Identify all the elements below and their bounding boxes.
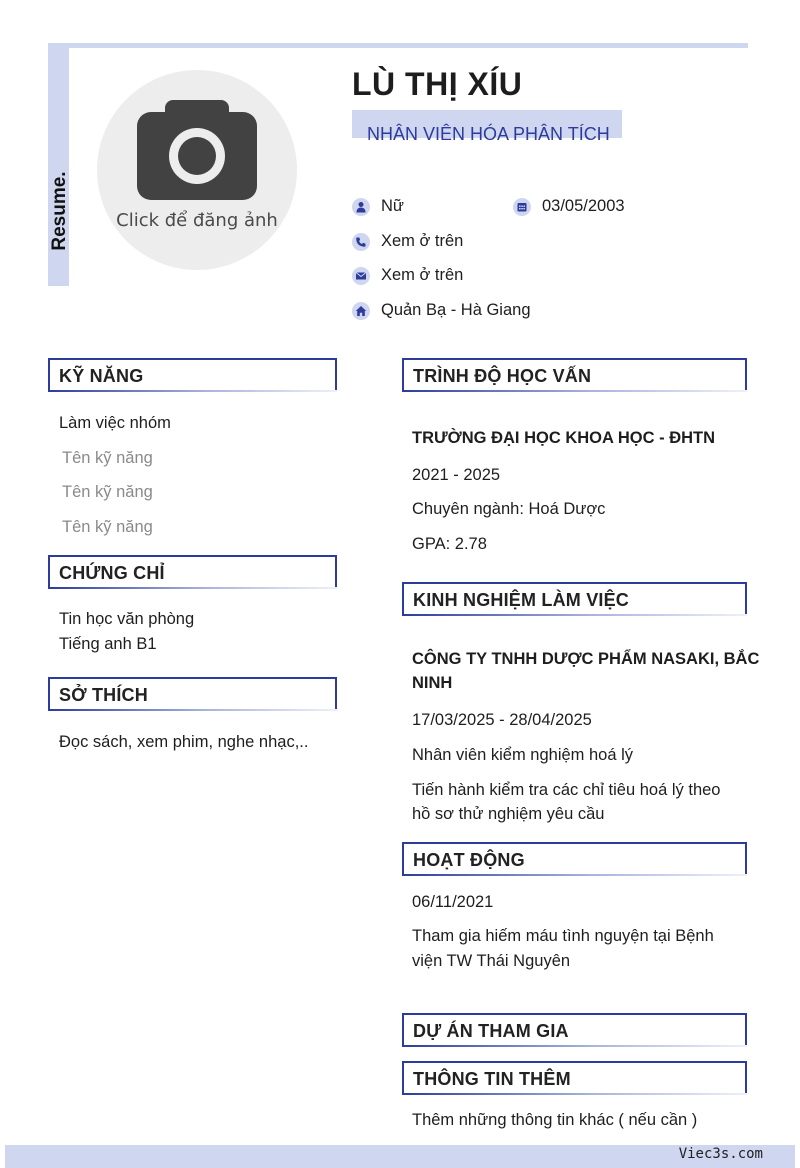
hobbies-section-header <box>48 677 337 711</box>
skill-item: Tên kỹ năng <box>62 518 153 536</box>
education-section-header <box>402 358 747 392</box>
projects-section-header <box>402 1013 747 1047</box>
skill-item: Tên kỹ năng <box>62 449 153 467</box>
footer-bar <box>5 1145 795 1168</box>
user-icon <box>352 198 370 216</box>
address-value: Quản Bạ - Hà Giang <box>381 301 531 319</box>
education-gpa: GPA: 2.78 <box>412 535 487 553</box>
activities-section-header <box>402 842 747 876</box>
more-info-title: THÔNG TIN THÊM <box>413 1069 571 1089</box>
email-row <box>352 266 463 285</box>
phone-value: Xem ở trên <box>381 232 464 250</box>
gender-row <box>352 197 404 216</box>
hobbies-text: Đọc sách, xem phim, nghe nhạc,.. <box>59 733 309 751</box>
hobbies-title: SỞ THÍCH <box>59 685 148 705</box>
birthday-value: 03/05/2003 <box>542 197 625 215</box>
certificate-item: Tiếng anh B1 <box>59 635 157 653</box>
calendar-icon <box>513 198 531 216</box>
education-major: Chuyên ngành: Hoá Dược <box>412 500 606 518</box>
footer-brand[interactable]: Viec3s.com <box>678 1146 763 1162</box>
camera-icon <box>137 96 257 206</box>
experience-company: CÔNG TY TNHH DƯỢC PHẨM NASAKI, BẮC <box>412 650 760 668</box>
experience-title: KINH NGHIỆM LÀM VIỆC <box>413 590 630 610</box>
education-title: TRÌNH ĐỘ HỌC VẤN <box>413 366 592 386</box>
position-title: NHÂN VIÊN HÓA PHÂN TÍCH <box>367 124 610 144</box>
certificates-section-header <box>48 555 337 589</box>
education-period: 2021 - 2025 <box>412 466 501 484</box>
certificate-item: Tin học văn phòng <box>59 610 195 628</box>
photo-caption: Click để đăng ảnh <box>116 210 278 231</box>
home-icon <box>352 302 370 320</box>
experience-role: Nhân viên kiểm nghiệm hoá lý <box>412 746 634 764</box>
phone-row <box>352 232 463 251</box>
activities-title: HOẠT ĐỘNG <box>413 850 525 870</box>
top-accent-bar <box>48 43 748 48</box>
activity-description-cont: viện TW Thái Nguyên <box>412 952 571 970</box>
more-info-section-header <box>402 1061 747 1095</box>
skill-item: Làm việc nhóm <box>59 414 171 432</box>
more-info-text: Thêm những thông tin khác ( nếu cần ) <box>412 1111 698 1129</box>
experience-description-cont: hồ sơ thử nghiệm yêu cầu <box>412 805 605 823</box>
photo-upload[interactable] <box>97 70 297 270</box>
experience-company-cont: NINH <box>412 674 453 692</box>
full-name: LÙ THỊ XÍU <box>352 66 523 102</box>
certificates-title: CHỨNG CHỈ <box>59 563 165 583</box>
gender-value: Nữ <box>381 197 404 215</box>
resume-label: Resume. <box>49 171 70 251</box>
skills-section-header <box>48 358 337 392</box>
address-row <box>352 301 531 320</box>
activity-date: 06/11/2021 <box>412 893 494 911</box>
email-value: Xem ở trên <box>381 266 464 284</box>
mail-icon <box>352 267 370 285</box>
activity-description: Tham gia hiếm máu tình nguyện tại Bệnh <box>412 927 714 945</box>
projects-title: DỰ ÁN THAM GIA <box>413 1021 569 1041</box>
skills-title: KỸ NĂNG <box>59 366 144 386</box>
experience-description: Tiến hành kiểm tra các chỉ tiêu hoá lý theo <box>412 781 721 799</box>
phone-icon <box>352 233 370 251</box>
experience-period: 17/03/2025 - 28/04/2025 <box>412 711 592 729</box>
experience-section-header <box>402 582 747 616</box>
birthday-row <box>513 197 625 216</box>
education-school: TRƯỜNG ĐẠI HỌC KHOA HỌC - ĐHTN <box>412 429 716 447</box>
skill-item: Tên kỹ năng <box>62 483 153 501</box>
